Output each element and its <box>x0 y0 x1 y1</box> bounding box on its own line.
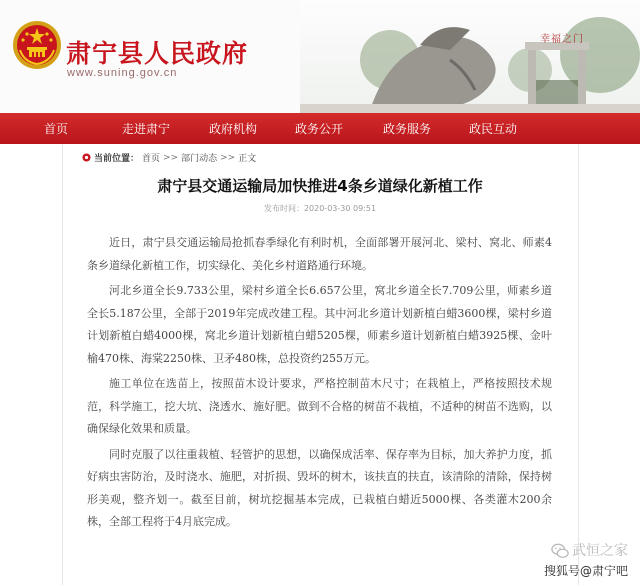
nav-item-open-government[interactable]: 政务公开 <box>295 122 344 136</box>
article-paragraph: 施工单位在选苗上，按照苗木设计要求，严格控制苗木尺寸；在栽植上，严格按照技术规范，科学施工，挖大坑、浇透水、施好肥。做到不合格的树苗不栽植，不适种的树苗不选购，以确保绿化效果和质量。 <box>87 377 552 435</box>
watermark-top-text: 武恒之家 <box>572 543 628 559</box>
watermark <box>544 540 628 579</box>
breadcrumb-current: 正文 <box>238 154 257 164</box>
watermark-top-line <box>544 540 628 560</box>
breadcrumb-separator: >> <box>220 152 236 163</box>
content-right-border <box>578 144 579 585</box>
publish-time: 发布时间：2020-03-30 09:51 <box>263 204 377 213</box>
nav-item-institutions[interactable]: 政府机构 <box>209 122 258 136</box>
location-pin-icon <box>82 153 91 162</box>
nav-item-interaction[interactable]: 政民互动 <box>469 122 518 136</box>
article-body <box>87 232 552 537</box>
breadcrumb-department-news[interactable]: 部门动态 <box>181 154 218 164</box>
site-header <box>0 0 640 118</box>
breadcrumb-home[interactable]: 首页 <box>142 154 161 164</box>
national-emblem-icon <box>12 20 62 70</box>
nav-item-services[interactable]: 政务服务 <box>383 122 432 136</box>
article-paragraph: 近日，肃宁县交通运输局抢抓春季绿化有利时机，全面部署开展河北、梁村、窝北、师素4条乡道绿化新植工作，切实绿化、美化乡村道路通行环境。 <box>87 236 552 272</box>
article-paragraph: 同时克服了以往重栽植、轻管护的思想，以确保成活率、保存率为目标，加大养护力度，抓好病虫害防治，及时浇水、施肥，对折损、毁坏的树木，该扶直的扶直，该清除的清除，保持树形美观，整齐划一。截至目前，树坑挖掘基本完成，已栽植白蜡近5000棵、各类灌木200余株，全部工程将于4月底完成。 <box>87 447 552 528</box>
breadcrumb <box>82 151 256 164</box>
article-title: 肃宁县交通运输局加快推进4条乡道绿化新植工作 <box>157 177 483 195</box>
watermark-bottom-text: 搜狐号@肃宁吧 <box>543 564 628 578</box>
nav-item-home[interactable]: 首页 <box>44 122 69 136</box>
site-domain: www.suning.gov.cn <box>67 67 178 79</box>
wechat-icon <box>551 542 569 560</box>
breadcrumb-prefix: 当前位置： <box>94 154 140 164</box>
article-paragraph: 河北乡道全长9.733公里，梁村乡道全长6.657公里，窝北乡道全长7.709公里，师素乡道全长5.187公里，全部于2019年完成改建工程。其中河北乡道计划新植白蜡3600棵，梁村乡道计划新植白蜡4000棵，窝北乡道计划新植白蜡5205棵，师素乡道计划新植白蜡3925棵、金叶榆470株、海棠2250株、卫矛480株，总投资约255万元。 <box>87 284 552 365</box>
site-title[interactable]: 肃宁县人民政府 <box>66 39 249 68</box>
main-nav <box>0 113 640 144</box>
breadcrumb-separator: >> <box>163 152 179 163</box>
gate-label: 幸福之门 <box>540 34 584 45</box>
header-banner-image <box>300 0 640 118</box>
nav-item-about[interactable]: 走进肃宁 <box>122 122 171 136</box>
